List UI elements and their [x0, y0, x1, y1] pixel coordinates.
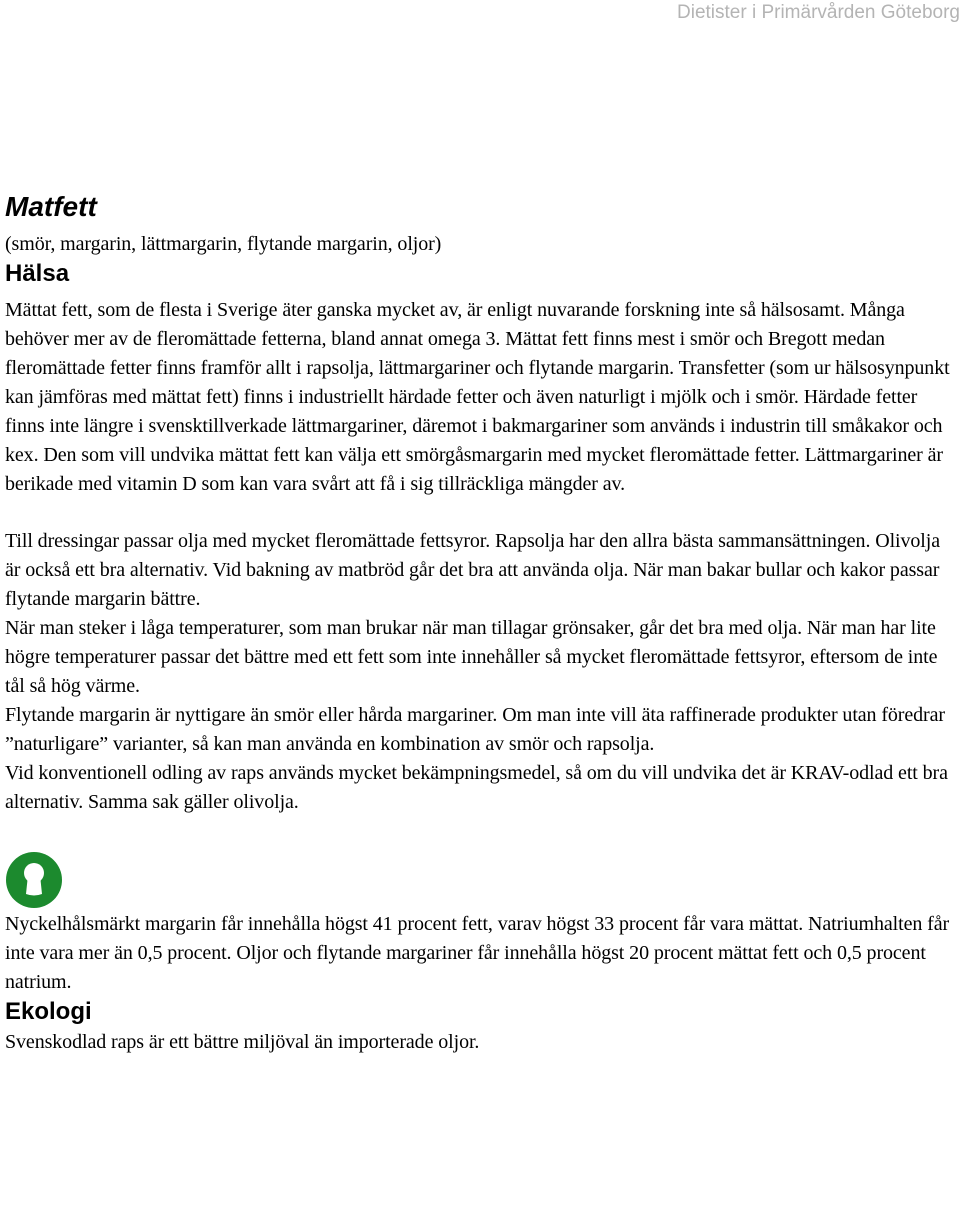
keyhole-symbol-icon [5, 851, 63, 909]
paragraph-dressing: Till dressingar passar olja med mycket fleromättade fettsyror. Rapsolja har den allra bästa sammansättningen. Olivolja är också ett bra alternativ. Vid bakning av matbröd går det bra att använda olja. När man bakar bullar och kakor passar flytande margarin bättre. [5, 530, 940, 610]
paragraph-flytande-margarin: Flytande margarin är nyttigare än smör eller hårda margariner. Om man inte vill äta raffinerade produkter utan föredrar ”naturligare” varianter, så kan man använda en kombination av smör och rapsolja. [5, 704, 945, 755]
paragraph-halsa: Mättat fett, som de flesta i Sverige äter ganska mycket av, är enligt nuvarande forskning inte så hälsosamt. Många behöver mer av de fleromättade fetterna, bland annat omega 3. Mättat fett finns mest i smör och Bregott medan fleromättade fetter finns framför allt i rapsolja, lättmargariner och flytande margarin. Transfetter (som ur hälsosynpunkt kan jämföras med mättat fett) finns i industriellt härdade fetter och även naturligt i mjölk och i smör. Härdade fetter finns inte längre i svensktillverkade lättmargariner, däremot i bakmargariner som används i industrin till småkakor och kex. Den som vill undvika mättat fett kan välja ett smörgåsmargarin med mycket fleromättade fetter. Lättmargariner är berikade med vitamin D som kan vara svårt att få i sig tillräckliga mängder av. [5, 299, 950, 495]
paragraph-conventional-farming: Vid konventionell odling av raps används mycket bekämpningsmedel, så om du vill undvika det är KRAV-odlad ett bra alternativ. Samma sak gäller olivolja. [5, 762, 948, 813]
document-body [5, 190, 960, 1057]
paragraph-ekologi: Svenskodlad raps är ett bättre miljöval än importerade oljor. [5, 1031, 480, 1053]
section-heading-halsa: Hälsa [5, 260, 70, 287]
paragraph-frying: När man steker i låga temperaturer, som man brukar när man tillagar grönsaker, går det bra med olja. När man har lite högre temperaturer passar det bättre med ett fett som inte innehåller så mycket fleromättade fettsyror, eftersom de inte tål så hög värme. [5, 617, 938, 697]
page-header: Dietister i Primärvården Göteborg [677, 2, 960, 23]
section-heading-ekologi: Ekologi [5, 998, 92, 1025]
paragraph-keyhole: Nyckelhålsmärkt margarin får innehålla högst 41 procent fett, varav högst 33 procent får vara mättat. Natriumhalten får inte vara mer än 0,5 procent. Oljor och flytande margariner får innehålla högst 20 procent mättat fett och 0,5 procent natrium. [5, 913, 950, 993]
page-title: Matfett [5, 191, 97, 222]
page-subtitle: (smör, margarin, lättmargarin, flytande margarin, oljor) [5, 233, 442, 255]
